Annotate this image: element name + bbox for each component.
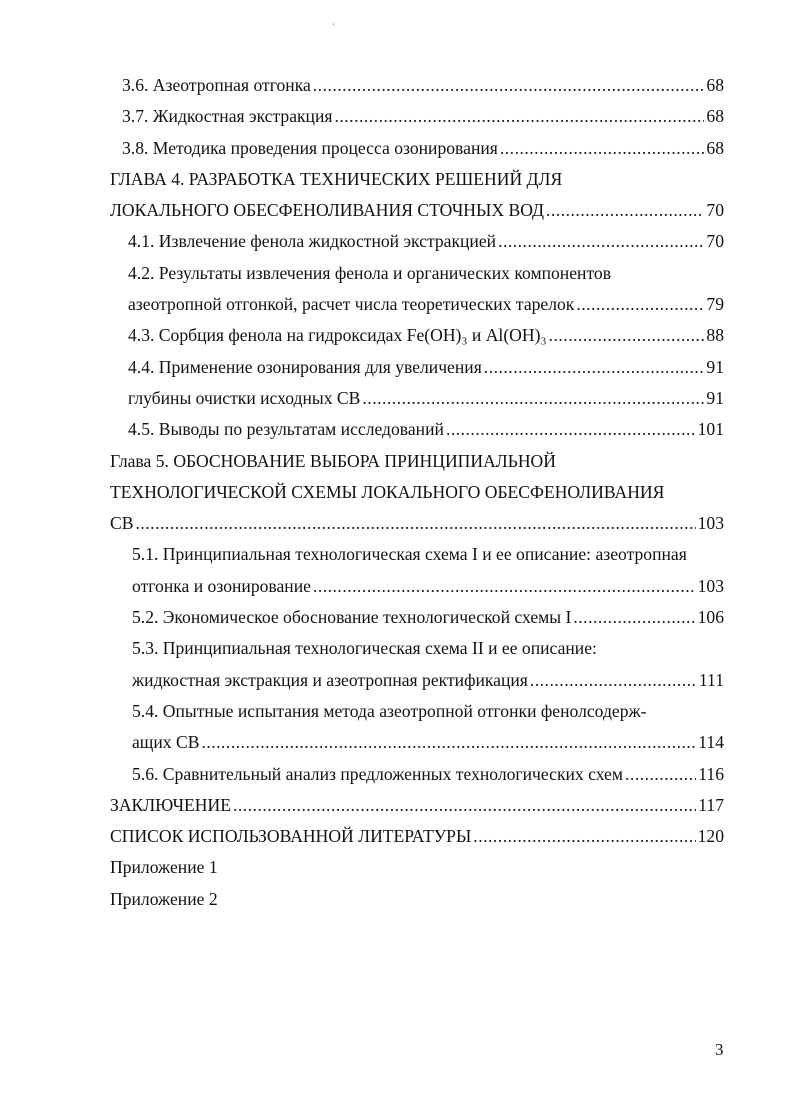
toc-entry-title: 5.4. Опытные испытания метода азеотропной отгонки фенолсодерж- (132, 700, 647, 721)
toc-entry[interactable] (110, 602, 724, 633)
dot-leader (446, 414, 696, 445)
toc-entry[interactable] (110, 727, 724, 758)
toc-entry-title: СВ (110, 513, 134, 534)
toc-entry-title: СПИСОК ИСПОЛЬЗОВАННОЙ ЛИТЕРАТУРЫ (110, 826, 472, 847)
toc-page-number: 106 (697, 607, 724, 628)
toc-entry-title: 5.3. Принципиальная технологическая схема II и ее описание: (132, 638, 597, 659)
toc-entry[interactable] (110, 665, 724, 696)
toc-entry-title: 3.6. Азеотропная отгонка (122, 75, 311, 95)
dot-leader (201, 727, 696, 758)
toc-entry-title: отгонка и озонирование (132, 575, 311, 596)
toc-entry[interactable] (110, 352, 724, 383)
dot-leader (473, 821, 695, 852)
toc-page-number: 88 (706, 325, 724, 346)
toc-entry[interactable] (110, 571, 724, 602)
toc-page-number: 79 (706, 294, 724, 315)
toc-entry[interactable] (110, 195, 724, 226)
toc-entry[interactable] (110, 821, 724, 852)
dot-leader (546, 195, 704, 226)
toc-entry-title: 4.1. Извлечение фенола жидкостной экстракцией (128, 231, 497, 252)
toc-entry[interactable] (110, 884, 724, 915)
toc-page-number: 116 (698, 763, 724, 784)
toc-entry-title: ГЛАВА 4. РАЗРАБОТКА ТЕХНИЧЕСКИХ РЕШЕНИЙ ДЛЯ (110, 168, 563, 189)
toc-entry-title: 4.5. Выводы по результатам исследований (128, 419, 444, 440)
toc-page-number: 68 (706, 106, 724, 127)
page-number: 3 (715, 1040, 724, 1059)
toc-page-number: 114 (698, 732, 724, 753)
toc-page-number: 103 (697, 513, 724, 534)
toc-page-number: 68 (706, 75, 724, 95)
toc-entry-title: 4.3. Сорбция фенола на гидроксидах Fe(OH)₃ и Al(OH)₃ (128, 325, 547, 346)
toc-entry[interactable] (110, 70, 724, 101)
dot-leader (498, 226, 704, 257)
scan-mark: ' (333, 22, 335, 32)
toc-entry[interactable] (110, 226, 724, 257)
dot-leader (334, 101, 704, 132)
toc-entry-title: ЛОКАЛЬНОГО ОБЕСФЕНОЛИВАНИЯ СТОЧНЫХ ВОД (110, 200, 545, 221)
toc-entry[interactable] (110, 539, 724, 570)
toc-entry-title: глубины очистки исходных СВ (128, 387, 361, 408)
toc-page-number: 120 (697, 826, 724, 847)
dot-leader (625, 759, 696, 790)
toc-entry-title: ТЕХНОЛОГИЧЕСКОЙ СХЕМЫ ЛОКАЛЬНОГО ОБЕСФЕНОЛИВАНИЯ (110, 481, 665, 502)
toc-entry[interactable] (110, 759, 724, 790)
dot-leader (484, 352, 705, 383)
toc-page-number: 117 (698, 794, 724, 815)
toc-entry[interactable] (110, 133, 724, 164)
dot-leader (500, 133, 705, 164)
toc-entry-title: Глава 5. ОБОСНОВАНИЕ ВЫБОРА ПРИНЦИПИАЛЬНОЙ (110, 450, 556, 471)
dot-leader (549, 320, 705, 351)
dot-leader (573, 602, 695, 633)
toc-entry[interactable] (110, 508, 724, 539)
dot-leader (313, 70, 705, 101)
toc-chapter-heading[interactable] (110, 477, 724, 508)
toc-page-number: 91 (706, 387, 724, 408)
toc-page-number: 68 (706, 137, 724, 158)
toc-entry-title: ащих СВ (132, 732, 200, 753)
toc-entry[interactable] (110, 414, 724, 445)
toc-entry-title: 4.2. Результаты извлечения фенола и органических компонентов (128, 262, 612, 283)
toc-entry-title: жидкостная экстракция и азеотропная ректификация (132, 669, 528, 690)
dot-leader (233, 790, 696, 821)
dot-leader (530, 665, 697, 696)
toc-entry-title: 3.7. Жидкостная экстракция (122, 106, 333, 127)
toc-entry[interactable] (110, 383, 724, 414)
toc-page-number: 101 (697, 419, 724, 440)
dot-leader (135, 508, 695, 539)
toc-entry-title: Приложение 2 (110, 888, 218, 909)
toc-page-number: 103 (697, 575, 724, 596)
toc-entry-title: 5.1. Принципиальная технологическая схема I и ее описание: азеотропная (132, 544, 687, 565)
toc-entry[interactable] (110, 790, 724, 821)
toc-entry[interactable] (110, 696, 724, 727)
dot-leader (313, 571, 696, 602)
toc-page-number: 70 (706, 231, 724, 252)
toc-entry-title: ЗАКЛЮЧЕНИЕ (110, 794, 231, 815)
toc-entry[interactable] (110, 289, 724, 320)
toc-page-number: 111 (698, 669, 724, 690)
toc-entry-title: Приложение 1 (110, 857, 218, 878)
toc-entry[interactable] (110, 258, 724, 289)
toc-entry-title: азеотропной отгонкой, расчет числа теоретических тарелок (128, 294, 575, 315)
toc-entry[interactable] (110, 101, 724, 132)
toc-entry[interactable] (110, 320, 724, 351)
toc-entry-title: 4.4. Применение озонирования для увеличения (128, 356, 482, 377)
toc-entry-title: 3.8. Методика проведения процесса озонирования (122, 137, 498, 158)
toc-chapter-heading[interactable] (110, 446, 724, 477)
table-of-contents (110, 70, 724, 915)
toc-entry[interactable] (110, 633, 724, 664)
toc-entry[interactable] (110, 852, 724, 883)
toc-entry-title: 5.2. Экономическое обоснование технологической схемы I (132, 607, 572, 628)
toc-page-number: 91 (706, 356, 724, 377)
dot-leader (362, 383, 704, 414)
dot-leader (576, 289, 704, 320)
toc-chapter-heading[interactable] (110, 164, 724, 195)
toc-entry-title: 5.6. Сравнительный анализ предложенных технологических схем (132, 763, 624, 784)
toc-page-number: 70 (706, 200, 724, 221)
